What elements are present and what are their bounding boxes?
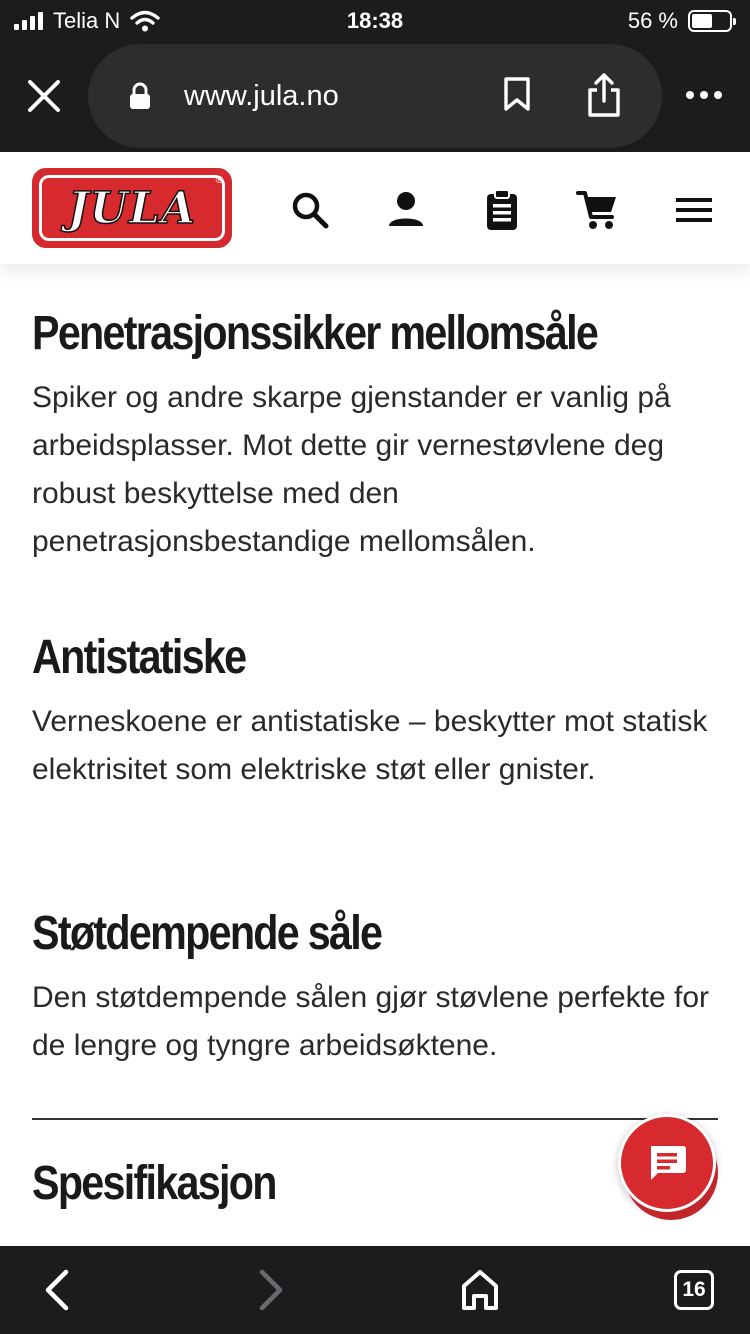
home-icon[interactable]: [456, 1266, 504, 1314]
share-icon[interactable]: [584, 72, 624, 118]
section-title: Penetrasjonssikker mellomsåle: [32, 307, 598, 360]
chat-button[interactable]: [618, 1114, 716, 1212]
more-icon[interactable]: [686, 82, 726, 108]
url-text[interactable]: www.jula.no: [184, 80, 339, 112]
section-text: Verneskoene er antistatiske – beskytter mot statisk elektrisitet som elektriske støt eller gnister.: [32, 705, 708, 786]
address-bar[interactable]: [88, 44, 662, 148]
logo-registered-mark: ®: [215, 175, 223, 186]
section-text: Den støtdempende sålen gjør støvlene perfekte for de lengre og tyngre arbeidsøktene.: [32, 981, 709, 1062]
browser-chrome: [0, 0, 750, 152]
close-icon[interactable]: [22, 74, 66, 118]
section-title: Støtdempende såle: [32, 907, 382, 960]
forward-icon[interactable]: [246, 1266, 294, 1314]
account-icon[interactable]: [384, 188, 428, 232]
cart-icon[interactable]: [576, 188, 620, 232]
browser-toolbar: [0, 1246, 750, 1334]
status-time: 18:38: [346, 8, 404, 33]
logo-text: JULA: [67, 182, 197, 234]
chat-icon: [646, 1142, 688, 1184]
site-header: [0, 152, 750, 264]
carrier-label: Telia N: [53, 8, 121, 33]
back-icon[interactable]: [34, 1266, 82, 1314]
bookmark-icon[interactable]: [502, 76, 532, 112]
lock-icon: [128, 82, 152, 110]
menu-icon[interactable]: [672, 188, 716, 232]
section-title: Antistatiske: [32, 631, 246, 684]
jula-logo[interactable]: [32, 168, 232, 248]
section-text: Spiker og andre skarpe gjenstander er vanlig på arbeidsplasser. Mot dette gir vernestøvlene deg robust beskyttelse med den penetrasjonsbestandige mellomsålen.: [32, 381, 671, 558]
shopping-list-icon[interactable]: [480, 188, 524, 232]
section-divider: [32, 1118, 718, 1120]
specification-heading[interactable]: Spesifikasjon: [32, 1157, 276, 1210]
search-icon[interactable]: [288, 188, 332, 232]
battery-percent: 56 %: [627, 8, 678, 33]
tabs-icon[interactable]: 16: [674, 1270, 714, 1310]
status-bar: [0, 0, 750, 42]
battery-icon: [688, 10, 732, 32]
